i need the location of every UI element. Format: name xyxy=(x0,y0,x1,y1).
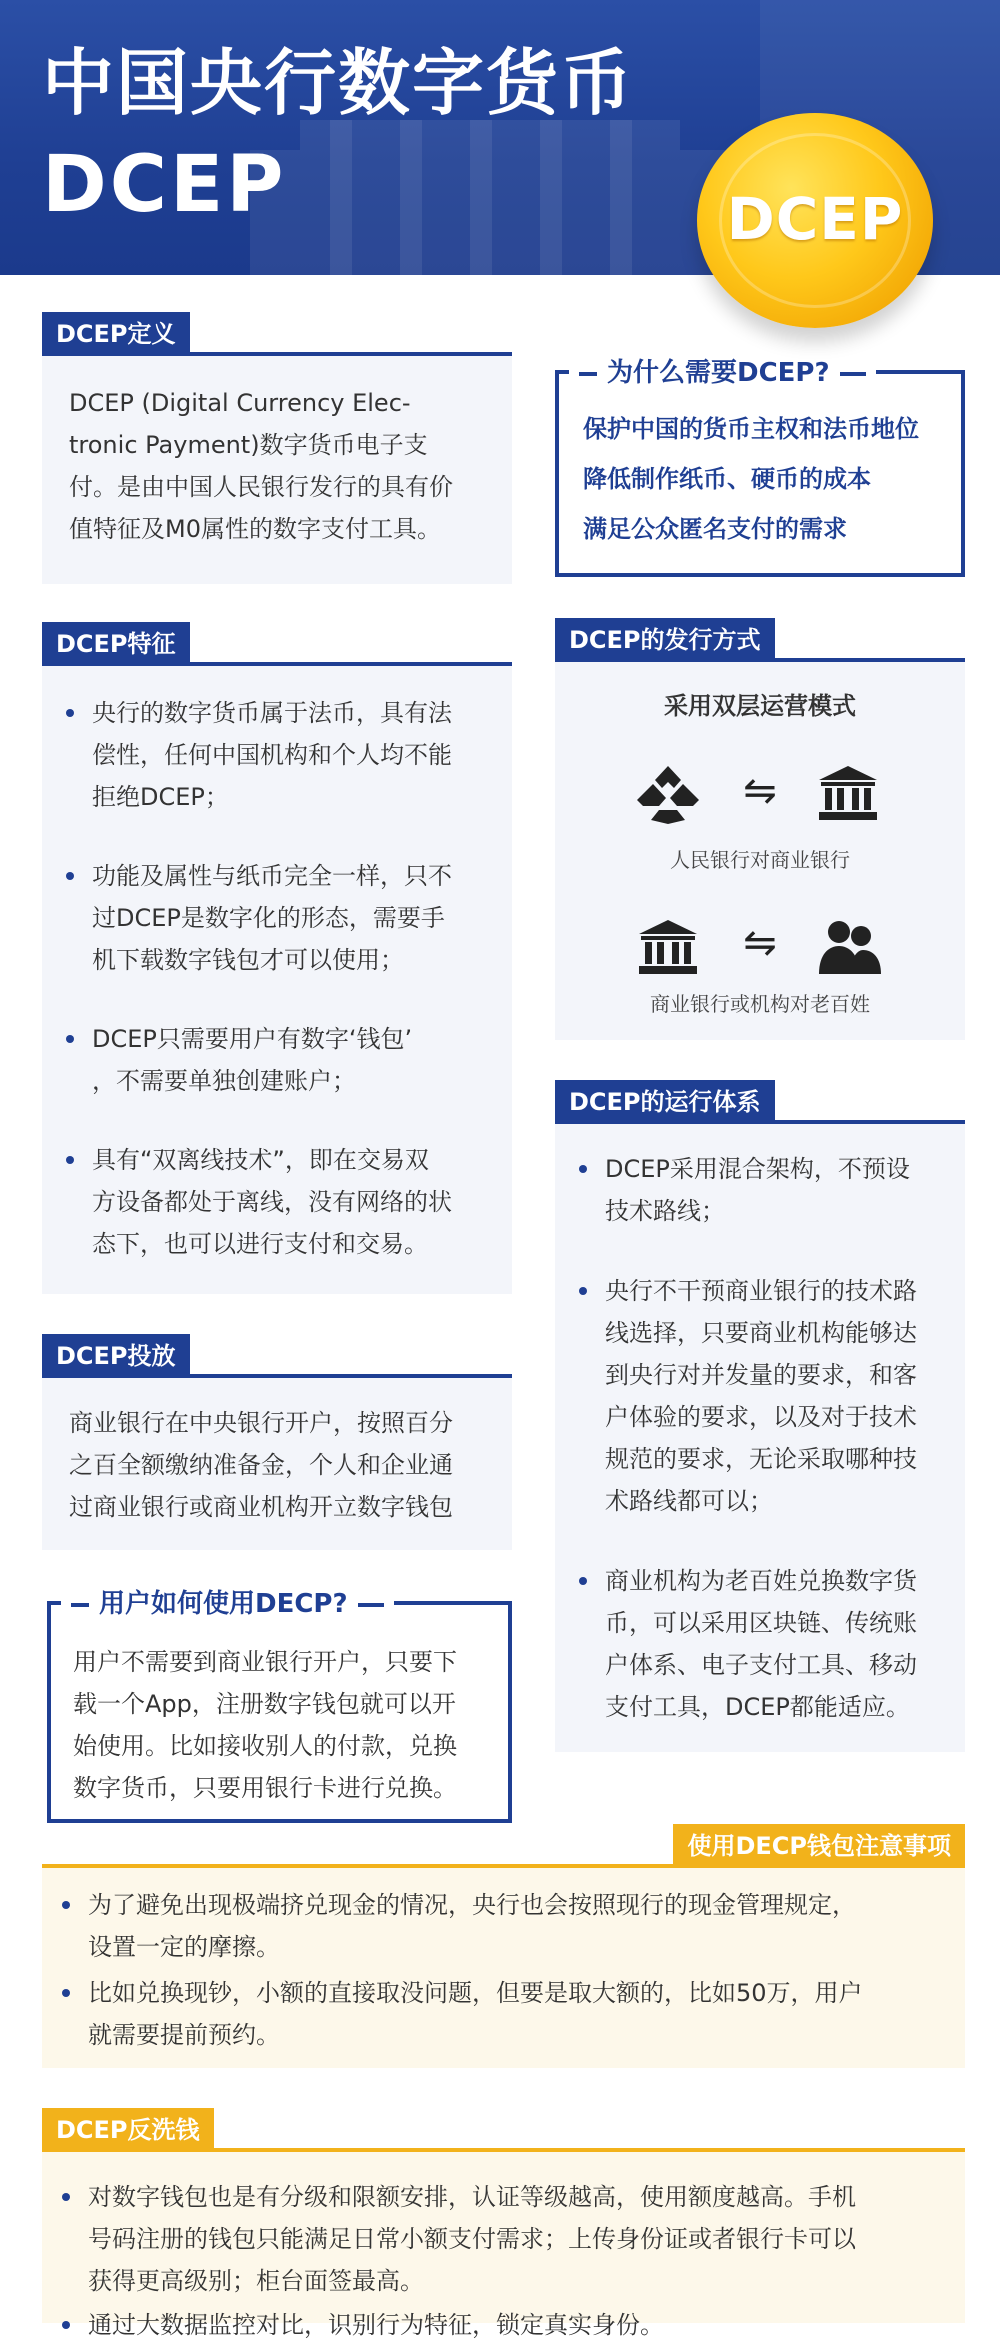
aml-panel xyxy=(42,2152,965,2339)
list-item: 为了避免出现极端挤兑现金的情况，央行也会按照现行的现金管理规定， 设置一定的摩擦。 xyxy=(54,1884,959,1968)
section-notes-title xyxy=(42,1824,965,1868)
section-title-rule xyxy=(555,658,965,662)
building-column xyxy=(470,120,492,275)
section-title-label: DCEP反洗钱 xyxy=(42,2108,214,2152)
list-item: 对数字钱包也是有分级和限额安排，认证等级越高，使用额度越高。手机 号码注册的钱包只能满足日常小额支付需求；上传身份证或者银行卡可以 获得更高级别；柜台面签最高。 xyxy=(54,2176,959,2302)
section-aml-title xyxy=(42,2108,965,2152)
section-title-label: DCEP定义 xyxy=(42,312,190,356)
section-title-rule xyxy=(42,1374,512,1378)
list-item: 商业机构为老百姓兑换数字货 币，可以采用区块链、传统账 户体系、电子支付工具、移动 支付工具，DCEP都能适应。 xyxy=(571,1560,956,1728)
issuance-subtitle: 采用双层运营模式 xyxy=(664,692,856,720)
release-text: 商业银行在中央银行开户，按照百分 之百全额缴纳准备金，个人和企业通 过商业银行或商业机构开立数字钱包 xyxy=(69,1409,453,1521)
pboc-logo-icon xyxy=(633,764,703,826)
list-item: 央行不干预商业银行的技术路 线选择，只要商业机构能够达 到央行对并发量的要求，和客 户体验的要求，以及对于技术 规范的要求，无论采取哪种技 术路线都可以； xyxy=(571,1270,956,1522)
building-column xyxy=(540,120,562,275)
exchange-arrow-icon: ⇋ xyxy=(743,768,777,814)
release-panel xyxy=(42,1378,512,1550)
building-column xyxy=(400,120,422,275)
section-title-label: DCEP投放 xyxy=(42,1334,190,1378)
list-item: 央行的数字货币属于法币，具有法 偿性，任何中国机构和个人均不能 拒绝DCEP； xyxy=(58,692,503,818)
section-title-label: DCEP的发行方式 xyxy=(555,618,775,662)
issuance-panel xyxy=(555,662,965,1040)
section-title-label: DCEP特征 xyxy=(42,622,190,666)
dcep-coin-icon xyxy=(697,113,933,328)
section-title-rule xyxy=(555,1120,965,1124)
bank-icon xyxy=(817,764,879,822)
section-release-title xyxy=(42,1334,512,1378)
bank-icon xyxy=(637,918,699,976)
why-item: 保护中国的货币主权和法币地位 xyxy=(583,415,919,443)
features-list xyxy=(58,692,503,1265)
exchange-arrow-icon: ⇋ xyxy=(743,920,777,966)
section-title-label: DCEP的运行体系 xyxy=(555,1080,775,1124)
definition-text xyxy=(69,382,453,550)
section-title-rule xyxy=(42,1864,965,1868)
issuance-row2-caption: 商业银行或机构对老百姓 xyxy=(650,992,870,1016)
why-dcep-title: 为什么需要DCEP? xyxy=(569,356,876,390)
why-item: 满足公众匿名支付的需求 xyxy=(583,515,847,543)
section-title-label: 使用DECP钱包注意事项 xyxy=(673,1824,965,1868)
notes-panel xyxy=(42,1868,965,2068)
operation-list xyxy=(571,1148,956,1728)
page-subtitle: DCEP xyxy=(42,140,287,230)
aml-list xyxy=(54,2176,959,2346)
why-dcep-box xyxy=(555,358,965,577)
definition-panel xyxy=(42,356,512,584)
list-item: 功能及属性与纸币完全一样，只不 过DCEP是数字化的形态，需要手 机下载数字钱包才可以使用； xyxy=(58,855,503,981)
why-item: 降低制作纸币、硬币的成本 xyxy=(583,465,871,493)
list-item: DCEP只需要用户有数字‘钱包’ ，不需要单独创建账户； xyxy=(58,1018,503,1102)
list-item: 具有“双离线技术”，即在交易双 方设备都处于离线，没有网络的状 态下，也可以进行支付和交易。 xyxy=(58,1139,503,1265)
people-icon xyxy=(817,918,883,976)
issuance-row1-caption: 人民银行对商业银行 xyxy=(670,848,850,872)
operation-panel xyxy=(555,1124,965,1752)
building-column xyxy=(610,120,632,275)
section-operation-title xyxy=(555,1080,965,1124)
definition-line: tronic Payment)数字货币电子支 xyxy=(69,431,428,459)
list-item: DCEP采用混合架构，不预设 技术路线； xyxy=(571,1148,956,1232)
building-column xyxy=(330,120,352,275)
section-definition-title xyxy=(42,312,512,356)
definition-line: 值特征及M0属性的数字支付工具。 xyxy=(69,515,441,543)
howto-box xyxy=(47,1589,512,1823)
section-title-rule xyxy=(42,352,512,356)
section-issuance-title xyxy=(555,618,965,662)
section-title-rule xyxy=(42,662,512,666)
features-panel xyxy=(42,666,512,1294)
section-title-rule xyxy=(42,2148,965,2152)
page-title: 中国央行数字货币 xyxy=(42,41,635,125)
section-features-title xyxy=(42,622,512,666)
howto-text: 用户不需要到商业银行开户，只要下 载一个App，注册数字钱包就可以开 始使用。比如接收别人的付款，兑换 数字货币，只要用银行卡进行兑换。 xyxy=(73,1648,457,1802)
howto-title: 用户如何使用DECP? xyxy=(61,1587,394,1621)
list-item: 通过大数据监控对比，识别行为特征，锁定真实身份。 xyxy=(54,2304,959,2346)
coin-label: DCEP xyxy=(726,185,904,253)
notes-list xyxy=(54,1884,959,2056)
definition-line: DCEP (Digital Currency Elec- xyxy=(69,389,411,417)
definition-line: 付。是由中国人民银行发行的具有价 xyxy=(69,473,453,501)
list-item: 比如兑换现钞，小额的直接取没问题，但要是取大额的，比如50万，用户 就需要提前预约。 xyxy=(54,1972,959,2056)
